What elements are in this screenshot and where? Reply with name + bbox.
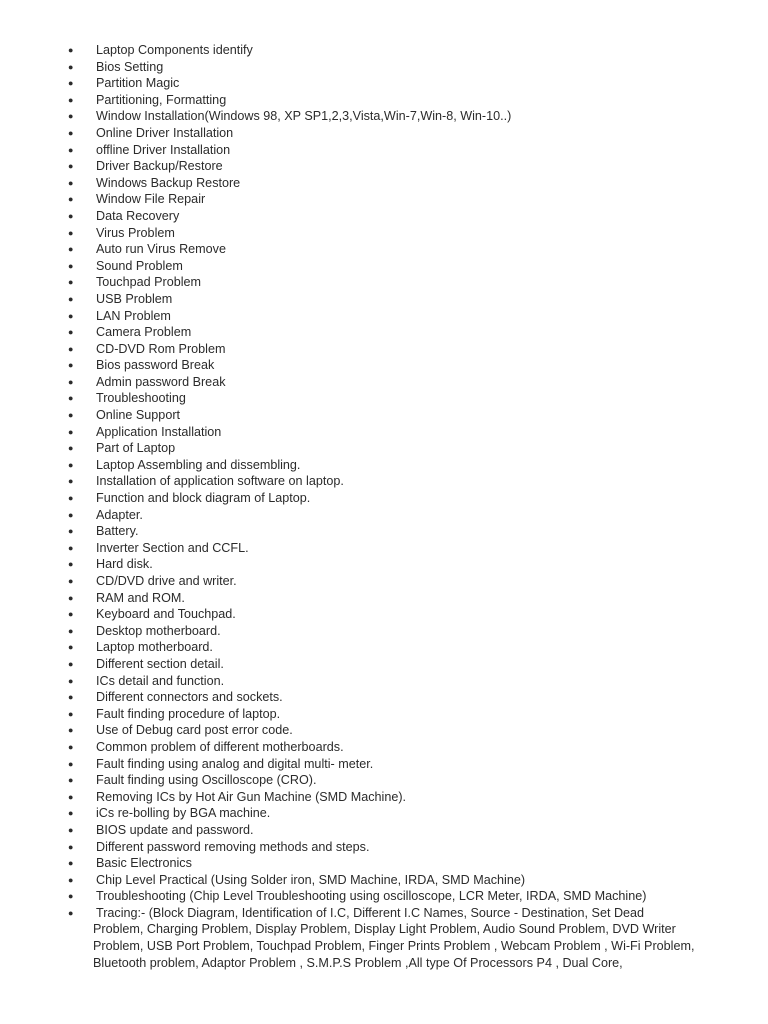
- list-item: [0, 606, 768, 623]
- list-item: [0, 556, 768, 573]
- list-item-text: Admin password Break: [96, 374, 226, 389]
- list-item: [0, 390, 768, 407]
- list-item-text: Battery.: [96, 524, 139, 539]
- list-item-text: Sound Problem: [96, 258, 183, 273]
- bullet-icon: ●: [68, 61, 74, 72]
- bullet-icon: ●: [68, 310, 74, 321]
- list-item-text: Hard disk.: [96, 557, 153, 572]
- bullet-icon: ●: [68, 111, 74, 122]
- list-item-text: RAM and ROM.: [96, 590, 185, 605]
- list-item: [0, 92, 768, 109]
- list-item-text: Laptop Components identify: [96, 43, 253, 57]
- list-item-text: Window Installation(Windows 98, XP SP1,2,3,Vista,Win-7,Win-8, Win-10..): [96, 109, 512, 124]
- list-item: [0, 855, 768, 872]
- list-item-text: Bios Setting: [96, 59, 164, 74]
- list-item-text: LAN Problem: [96, 308, 171, 323]
- list-item-text: Use of Debug card post error code.: [96, 723, 293, 738]
- bullet-icon: ●: [68, 609, 74, 620]
- list-item-text: Troubleshooting: [96, 391, 186, 406]
- list-item-text: Online Support: [96, 408, 181, 423]
- bullet-icon: ●: [68, 194, 74, 205]
- bullet-icon: ●: [68, 410, 74, 421]
- bullet-icon: ●: [68, 907, 74, 918]
- list-item-text: Keyboard and Touchpad.: [96, 607, 236, 622]
- list-item: [0, 540, 768, 557]
- list-item-text: Part of Laptop: [96, 441, 176, 456]
- bullet-icon: ●: [68, 758, 74, 769]
- list-item-text: Adapter.: [96, 507, 143, 522]
- list-item: [0, 125, 768, 142]
- list-item: [0, 341, 768, 358]
- list-item-text: BIOS update and password.: [96, 822, 254, 837]
- list-item: [0, 274, 768, 291]
- list-item-text: Bios password Break: [96, 358, 215, 373]
- list-item-text: Partition Magic: [96, 76, 180, 91]
- list-item-text: Fault finding procedure of laptop.: [96, 706, 281, 721]
- list-item-continuation: Problem, Charging Problem, Display Problem, Display Light Problem, Audio Sound Problem, DVD Writer Problem, USB Port Problem, Touchpad Problem, Finger Prints Problem , Webcam Problem , Wi-Fi Problem, Bluetooth problem, Adaptor Problem , S.M.P.S Problem ,All type Of Processors P4 , Dual Core,: [93, 922, 695, 970]
- bullet-icon: ●: [68, 78, 74, 89]
- list-item: [0, 424, 768, 441]
- list-item: [0, 225, 768, 242]
- list-item: [0, 573, 768, 590]
- list-item-text: Basic Electronics: [96, 856, 192, 871]
- bullet-icon: ●: [68, 493, 74, 504]
- list-item: [0, 42, 768, 59]
- list-item-text: Laptop Assembling and dissembling.: [96, 457, 301, 472]
- list-item-text: Common problem of different motherboards.: [96, 739, 344, 754]
- list-item: [0, 208, 768, 225]
- list-item-text: CD-DVD Rom Problem: [96, 341, 226, 356]
- list-item: [0, 706, 768, 723]
- list-item: [0, 872, 768, 889]
- list-item-text: Data Recovery: [96, 208, 180, 223]
- list-item-text: Troubleshooting (Chip Level Troubleshooting using oscilloscope, LCR Meter, IRDA, SMD Machine): [96, 889, 647, 904]
- list-item-text: CD/DVD drive and writer.: [96, 574, 237, 588]
- bullet-icon: ●: [68, 443, 74, 454]
- list-item: [0, 756, 768, 773]
- list-item: [0, 191, 768, 208]
- bullet-icon: ●: [68, 642, 74, 653]
- bullet-icon: ●: [68, 260, 74, 271]
- bullet-icon: ●: [68, 94, 74, 105]
- bullet-icon: ●: [68, 509, 74, 520]
- bullet-icon: ●: [68, 327, 74, 338]
- list-item-text: Application Installation: [96, 424, 222, 439]
- list-item-text: Windows Backup Restore: [96, 175, 241, 190]
- bullet-icon: ●: [68, 625, 74, 636]
- list-item-text: Window File Repair: [96, 192, 206, 207]
- list-item: [0, 523, 768, 540]
- list-item-text: Chip Level Practical (Using Solder iron, SMD Machine, IRDA, SMD Machine): [96, 872, 526, 887]
- bullet-icon: ●: [68, 542, 74, 553]
- list-item-text: Different connectors and sockets.: [96, 690, 283, 705]
- bullet-icon: ●: [68, 675, 74, 686]
- bullet-icon: ●: [68, 791, 74, 802]
- bullet-icon: ●: [68, 741, 74, 752]
- bullet-icon: ●: [68, 808, 74, 819]
- bullet-icon: ●: [68, 227, 74, 238]
- bullet-icon: ●: [68, 592, 74, 603]
- list-item: [0, 75, 768, 92]
- list-item-text: Virus Problem: [96, 225, 175, 240]
- list-item: [0, 507, 768, 524]
- list-item: [0, 108, 768, 125]
- list-item-text: Auto run Virus Remove: [96, 242, 226, 257]
- list-item-text: USB Problem: [96, 291, 173, 306]
- list-item-text: Inverter Section and CCFL.: [96, 540, 249, 555]
- bullet-icon: ●: [68, 526, 74, 537]
- list-item: [0, 308, 768, 325]
- bullet-icon: ●: [68, 244, 74, 255]
- list-item-text: iCs re-bolling by BGA machine.: [96, 806, 271, 821]
- bullet-icon: ●: [68, 824, 74, 835]
- list-item-text: Online Driver Installation: [96, 125, 234, 140]
- bullet-icon: ●: [68, 376, 74, 387]
- list-item: [0, 623, 768, 640]
- bullet-icon: ●: [68, 127, 74, 138]
- list-item: [0, 258, 768, 275]
- bullet-icon: ●: [68, 725, 74, 736]
- list-item: [0, 822, 768, 839]
- bullet-icon: ●: [68, 426, 74, 437]
- bullet-icon: ●: [68, 293, 74, 304]
- bullet-icon: ●: [68, 360, 74, 371]
- bullet-icon: ●: [68, 393, 74, 404]
- bullet-icon: ●: [68, 874, 74, 885]
- list-item: [0, 324, 768, 341]
- list-item: [0, 839, 768, 856]
- list-item: [0, 689, 768, 706]
- list-item: [0, 457, 768, 474]
- list-item: [0, 805, 768, 822]
- list-item-text: Fault finding using Oscilloscope (CRO).: [96, 773, 317, 788]
- bullet-icon: ●: [68, 775, 74, 786]
- list-item: [0, 291, 768, 308]
- list-item: [0, 241, 768, 258]
- list-item: [0, 656, 768, 673]
- bullet-icon: ●: [68, 858, 74, 869]
- bullet-icon: ●: [68, 692, 74, 703]
- bullet-icon: ●: [68, 161, 74, 172]
- list-item-text: Removing ICs by Hot Air Gun Machine (SMD Machine).: [96, 789, 407, 804]
- list-item: [0, 473, 768, 490]
- bullet-icon: ●: [68, 210, 74, 221]
- list-item: [0, 673, 768, 690]
- list-item-text: Tracing:- (Block Diagram, Identification of I.C, Different I.C Names, Source - Destination, Set Dead: [96, 905, 645, 920]
- list-item-text: ICs detail and function.: [96, 673, 225, 688]
- list-item: [0, 175, 768, 192]
- list-item-text: Different password removing methods and steps.: [96, 839, 370, 854]
- list-item-text: Fault finding using analog and digital multi- meter.: [96, 756, 374, 771]
- list-item-text: Driver Backup/Restore: [96, 159, 223, 174]
- list-item-text: Desktop motherboard.: [96, 623, 221, 638]
- bullet-icon: ●: [68, 177, 74, 188]
- list-item-text: Function and block diagram of Laptop.: [96, 491, 311, 506]
- bullet-icon: ●: [68, 343, 74, 354]
- bullet-icon: ●: [68, 277, 74, 288]
- bullet-icon: ●: [68, 658, 74, 669]
- list-item-tracing: [0, 905, 768, 971]
- bullet-icon: ●: [68, 559, 74, 570]
- list-item-text: Partitioning, Formatting: [96, 92, 227, 107]
- list-item-text: Different section detail.: [96, 656, 224, 671]
- list-item-text: offline Driver Installation: [96, 142, 231, 157]
- bullet-icon: ●: [68, 891, 74, 902]
- list-item: [0, 357, 768, 374]
- list-item: [0, 772, 768, 789]
- bullet-icon: ●: [68, 476, 74, 487]
- list-item: [0, 440, 768, 457]
- list-item: [0, 639, 768, 656]
- list-item: [0, 590, 768, 607]
- list-item: [0, 739, 768, 756]
- topic-list: [0, 42, 768, 971]
- list-item: [0, 490, 768, 507]
- bullet-icon: ●: [68, 144, 74, 155]
- list-item: [0, 407, 768, 424]
- list-item-text: Touchpad Problem: [96, 275, 202, 290]
- list-item: [0, 789, 768, 806]
- list-item: [0, 158, 768, 175]
- bullet-icon: ●: [68, 45, 74, 55]
- list-item-text: Laptop motherboard.: [96, 640, 213, 655]
- bullet-icon: ●: [68, 708, 74, 719]
- bullet-icon: ●: [68, 841, 74, 852]
- bullet-icon: ●: [68, 576, 74, 586]
- list-item: [0, 722, 768, 739]
- list-item-text: Camera Problem: [96, 325, 192, 340]
- list-item: [0, 59, 768, 76]
- list-item: [0, 142, 768, 159]
- list-item-text: Installation of application software on laptop.: [96, 474, 344, 489]
- list-item: [0, 374, 768, 391]
- bullet-icon: ●: [68, 459, 74, 470]
- list-item: [0, 888, 768, 905]
